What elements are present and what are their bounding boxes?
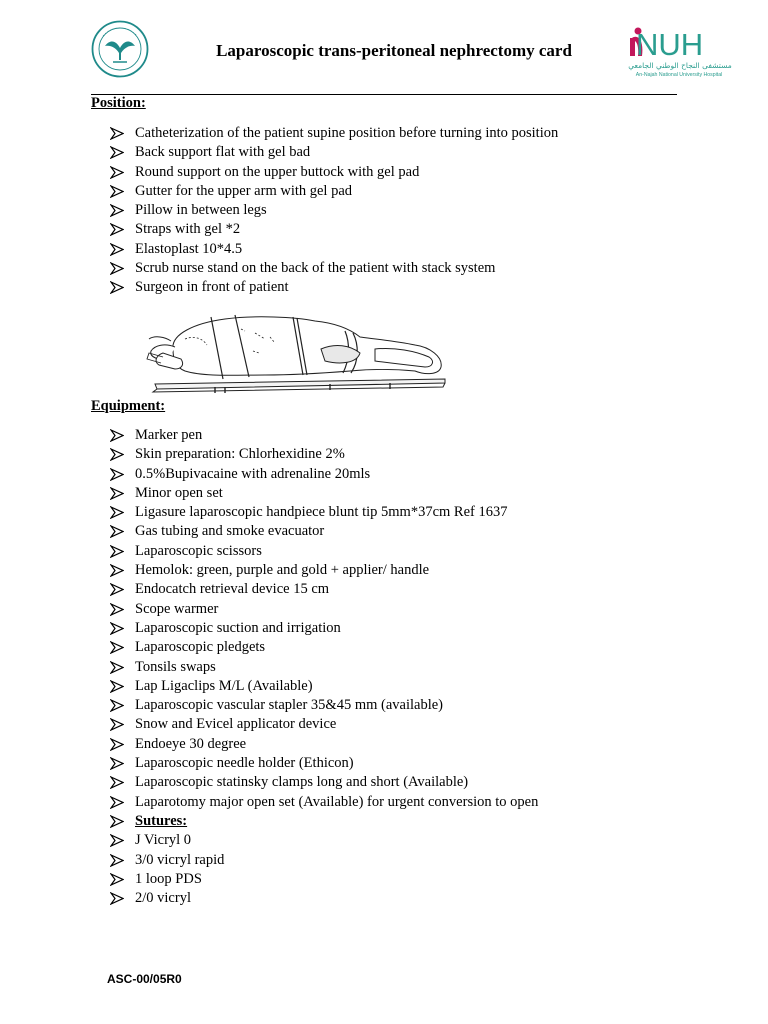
list-item-text: Endoeye 30 degree <box>135 735 247 752</box>
list-item <box>110 124 710 143</box>
list-item-text: Laparoscopic suction and irrigation <box>135 619 341 636</box>
list-item <box>110 600 710 619</box>
arrow-bullet-icon <box>110 146 124 159</box>
hospital-logo-text: NUH <box>636 27 704 62</box>
position-heading: Position: <box>91 95 146 111</box>
arrow-bullet-icon <box>110 873 124 886</box>
arrow-bullet-icon <box>110 892 124 905</box>
arrow-bullet-icon <box>110 525 124 538</box>
arrow-bullet-icon <box>110 622 124 635</box>
list-item <box>110 889 710 908</box>
list-item <box>110 503 710 522</box>
arrow-bullet-icon <box>110 815 124 828</box>
list-item-text: Marker pen <box>135 427 203 443</box>
arrow-bullet-icon <box>110 757 124 770</box>
list-item <box>110 851 710 870</box>
list-item <box>110 163 710 182</box>
list-item-text: Round support on the upper buttock with gel pad <box>135 163 420 180</box>
list-item <box>110 580 710 599</box>
list-item <box>110 182 710 201</box>
list-item <box>110 542 710 561</box>
arrow-bullet-icon <box>110 487 124 500</box>
list-item <box>110 831 710 850</box>
list-item <box>110 812 710 831</box>
list-item-text: Surgeon in front of patient <box>135 279 289 296</box>
list-item <box>110 522 710 541</box>
arrow-bullet-icon <box>110 776 124 789</box>
hospital-logo <box>624 26 734 82</box>
list-item <box>110 754 710 773</box>
list-item-text: J Vicryl 0 <box>135 832 192 849</box>
list-item-text: Catheterization of the patient supine position before turning into position <box>135 125 559 141</box>
list-item-text: Laparotomy major open set (Available) for urgent conversion to open <box>135 793 539 810</box>
list-item <box>110 696 710 715</box>
list-item <box>110 870 710 889</box>
header-divider <box>91 94 677 95</box>
list-item <box>110 561 710 580</box>
arrow-bullet-icon <box>110 641 124 654</box>
list-item <box>110 619 710 638</box>
list-item <box>110 220 710 239</box>
list-item-text: Scope warmer <box>135 600 219 617</box>
list-item <box>110 465 710 484</box>
list-item-text: 1 loop PDS <box>135 870 202 887</box>
list-item-text: Straps with gel *2 <box>135 221 241 238</box>
arrow-bullet-icon <box>110 699 124 712</box>
arrow-bullet-icon <box>110 468 124 481</box>
patient-position-illustration <box>145 309 450 395</box>
list-item-text: Minor open set <box>135 484 223 501</box>
arrow-bullet-icon <box>110 243 124 256</box>
list-item <box>110 240 710 259</box>
list-item <box>110 259 710 278</box>
arrow-bullet-icon <box>110 854 124 867</box>
list-item-text: Tonsils swaps <box>135 658 216 675</box>
page-title: Laparoscopic trans-peritoneal nephrectomy card <box>216 41 572 60</box>
arrow-bullet-icon <box>110 262 124 275</box>
list-item-text: Laparoscopic pledgets <box>135 639 266 656</box>
list-item <box>110 658 710 677</box>
arrow-bullet-icon <box>110 661 124 674</box>
position-list <box>110 124 710 298</box>
arrow-bullet-icon <box>110 429 124 442</box>
list-item <box>110 715 710 734</box>
list-item-text: Sutures: <box>135 812 188 829</box>
arrow-bullet-icon <box>110 204 124 217</box>
hospital-logo-arabic: مستشفى النجاح الوطني الجامعي <box>628 61 732 70</box>
list-item-text: Hemolok: green, purple and gold + applier/ handle <box>135 562 430 579</box>
arrow-bullet-icon <box>110 127 124 140</box>
list-item-text: Gutter for the upper arm with gel pad <box>135 182 353 199</box>
list-item <box>110 638 710 657</box>
list-item <box>110 735 710 754</box>
hospital-logo-tagline: An-Najah National University Hospital <box>635 72 723 78</box>
list-item <box>110 484 710 503</box>
arrow-bullet-icon <box>110 223 124 236</box>
arrow-bullet-icon <box>110 166 124 179</box>
arrow-bullet-icon <box>110 564 124 577</box>
equipment-list <box>110 426 710 908</box>
arrow-bullet-icon <box>110 506 124 519</box>
arrow-bullet-icon <box>110 583 124 596</box>
arrow-bullet-icon <box>110 738 124 751</box>
list-item <box>110 426 710 445</box>
list-item <box>110 773 710 792</box>
list-item-text: Back support flat with gel bad <box>135 144 311 161</box>
list-item-text: Gas tubing and smoke evacuator <box>135 523 325 540</box>
list-item-text: Laparoscopic needle holder (Ethicon) <box>135 755 354 772</box>
arrow-bullet-icon <box>110 281 124 294</box>
list-item-text: 2/0 vicryl <box>135 890 191 907</box>
list-item-text: Scrub nurse stand on the back of the patient with stack system <box>135 260 496 277</box>
list-item <box>110 445 710 464</box>
arrow-bullet-icon <box>110 185 124 198</box>
list-item-text: Snow and Evicel applicator device <box>135 716 337 733</box>
list-item-text: Pillow in between legs <box>135 202 267 219</box>
equipment-heading: Equipment: <box>91 398 166 414</box>
list-item <box>110 793 710 812</box>
list-item-text: Skin preparation: Chlorhexidine 2% <box>135 446 345 463</box>
arrow-bullet-icon <box>110 545 124 558</box>
arrow-bullet-icon <box>110 834 124 847</box>
list-item <box>110 278 710 297</box>
document-code: ASC-00/05R0 <box>107 972 182 986</box>
list-item-text: Elastoplast 10*4.5 <box>135 240 243 257</box>
arrow-bullet-icon <box>110 796 124 809</box>
arrow-bullet-icon <box>110 680 124 693</box>
arrow-bullet-icon <box>110 718 124 731</box>
list-item-text: Lap Ligaclips M/L (Available) <box>135 677 313 694</box>
list-item <box>110 143 710 162</box>
list-item <box>110 677 710 696</box>
list-item-text: 0.5%Bupivacaine with adrenaline 20mls <box>135 465 371 482</box>
arrow-bullet-icon <box>110 448 124 461</box>
list-item-text: Laparoscopic scissors <box>135 542 262 559</box>
list-item-text: Ligasure laparoscopic handpiece blunt tip 5mm*37cm Ref 1637 <box>135 504 508 521</box>
university-emblem-icon <box>91 20 149 78</box>
list-item-text: Laparoscopic vascular stapler 35&45 mm (available) <box>135 697 444 714</box>
list-item-text: 3/0 vicryl rapid <box>135 851 225 868</box>
list-item-text: Laparoscopic statinsky clamps long and short (Available) <box>135 774 469 791</box>
arrow-bullet-icon <box>110 603 124 616</box>
list-item <box>110 201 710 220</box>
list-item-text: Endocatch retrieval device 15 cm <box>135 581 330 598</box>
